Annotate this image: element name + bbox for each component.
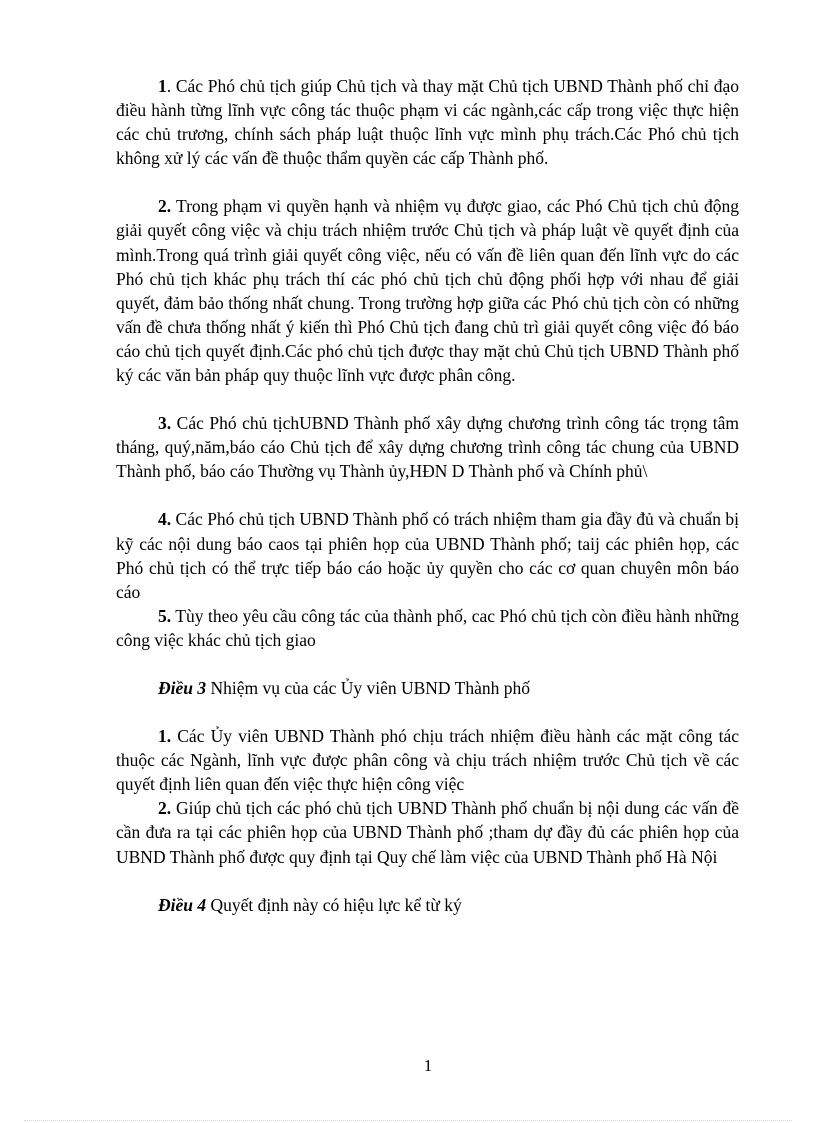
page-bottom-edge: [24, 1120, 792, 1121]
paragraph-number: 1: [158, 76, 167, 96]
paragraph-number: 4.: [158, 509, 172, 530]
article-3-item-1: [116, 724, 739, 796]
document-body: [116, 74, 739, 917]
article-label: Điều 4: [158, 894, 207, 915]
item-number: 1.: [158, 726, 172, 747]
article-title: Quyết định này có hiệu lực kể từ ký: [206, 894, 462, 915]
article-label: Điều 3: [158, 677, 207, 698]
paragraph-number: 3.: [158, 413, 172, 434]
paragraph-number: 5.: [158, 605, 172, 626]
page-number: 1: [423, 1056, 433, 1075]
item-text: Giúp chủ tịch các phó chủ tịch UBND Thành phố chuẩn bị nội dung các vấn đề cần đưa ra tại các phiên họp của UBND Thành phố ;tham dự đầy đủ các phiên họp của UBND Thành phố được quy định tại Quy chế làm việc của UBND Thành phố Hà Nội: [116, 798, 739, 867]
paragraph-text: Các Phó chủ tịchUBND Thành phố xây dựng chương trình công tác trọng tâm tháng, quý,năm,báo cáo Chủ tịch để xây dựng chương trình công tác chung của UBND Thành phố, báo cáo Thường vụ Thành ủy,HĐN D Thành phố và Chính phủ\: [116, 413, 739, 482]
item-number: 2.: [158, 798, 172, 819]
paragraph-4: [116, 507, 739, 603]
paragraph-2: [116, 194, 739, 387]
article-3-heading: [116, 676, 739, 700]
paragraph-3: [116, 411, 739, 483]
paragraph-text: Tùy theo yêu cầu công tác của thành phố, cac Phó chủ tịch còn điều hành những công việc khác chủ tịch giao: [116, 605, 739, 650]
paragraph-text: Trong phạm vi quyền hạnh và nhiệm vụ được giao, các Phó Chủ tịch chủ động giải quyết công việc và chịu trách nhiệm trước Chủ tịch và pháp luật về quyết định của mình.Trong quá trình giải quyết công việc, nếu có vấn đề liên quan đến lĩnh vực do các Phó chủ tịch khác phụ trách thí các phó chủ tịch chủ động phối hợp với nhau để giải quyết, đảm bảo thống nhất chung. Trong trường hợp giữa các Phó chủ tịch còn có những vấn đề chưa thống nhất ý kiến thì Phó Chủ tịch đang chủ trì giải quyết công việc đó báo cáo chủ tịch quyết định.Các phó chủ tịch được thay mặt chủ Chủ tịch UBND Thành phố ký các văn bản pháp quy thuộc lĩnh vực được phân công.: [116, 196, 739, 386]
article-4-heading: [116, 893, 739, 917]
article-3-item-2: [116, 796, 739, 868]
paragraph-1: [116, 74, 739, 170]
item-text: Các Ủy viên UBND Thành phó chịu trách nhiệm điều hành các mặt công tác thuộc các Ngành, lĩnh vực được phân công và chịu trách nhiệm trước Chủ tịch về các quyết định liên quan đến việc thực hiện công việc: [116, 726, 739, 795]
article-title: Nhiệm vụ của các Ủy viên UBND Thành phố: [206, 677, 530, 698]
paragraph-5: [116, 604, 739, 652]
paragraph-text: . Các Phó chủ tịch giúp Chủ tịch và thay mặt Chủ tịch UBND Thành phố chỉ đạo điều hành từng lĩnh vực công tác thuộc phạm vi các ngành,các cấp trong việc thực hiện các chủ trương, chính sách pháp luật thuộc lĩnh vực mình phụ trách.Các Phó chủ tịch không xử lý các vấn đề thuộc thẩm quyền các cấp Thành phố.: [116, 76, 739, 169]
paragraph-text: Các Phó chủ tịch UBND Thành phố có trách nhiệm tham gia đầy đủ và chuẩn bị kỹ các nội dung báo caos tại phiên họp của UBND Thành phố; taij các phiên họp, các Phó chủ tịch có thể trực tiếp báo cáo hoặc ủy quyền cho các cơ quan chuyên môn báo cáo: [116, 509, 739, 602]
paragraph-number: 2.: [158, 196, 172, 217]
